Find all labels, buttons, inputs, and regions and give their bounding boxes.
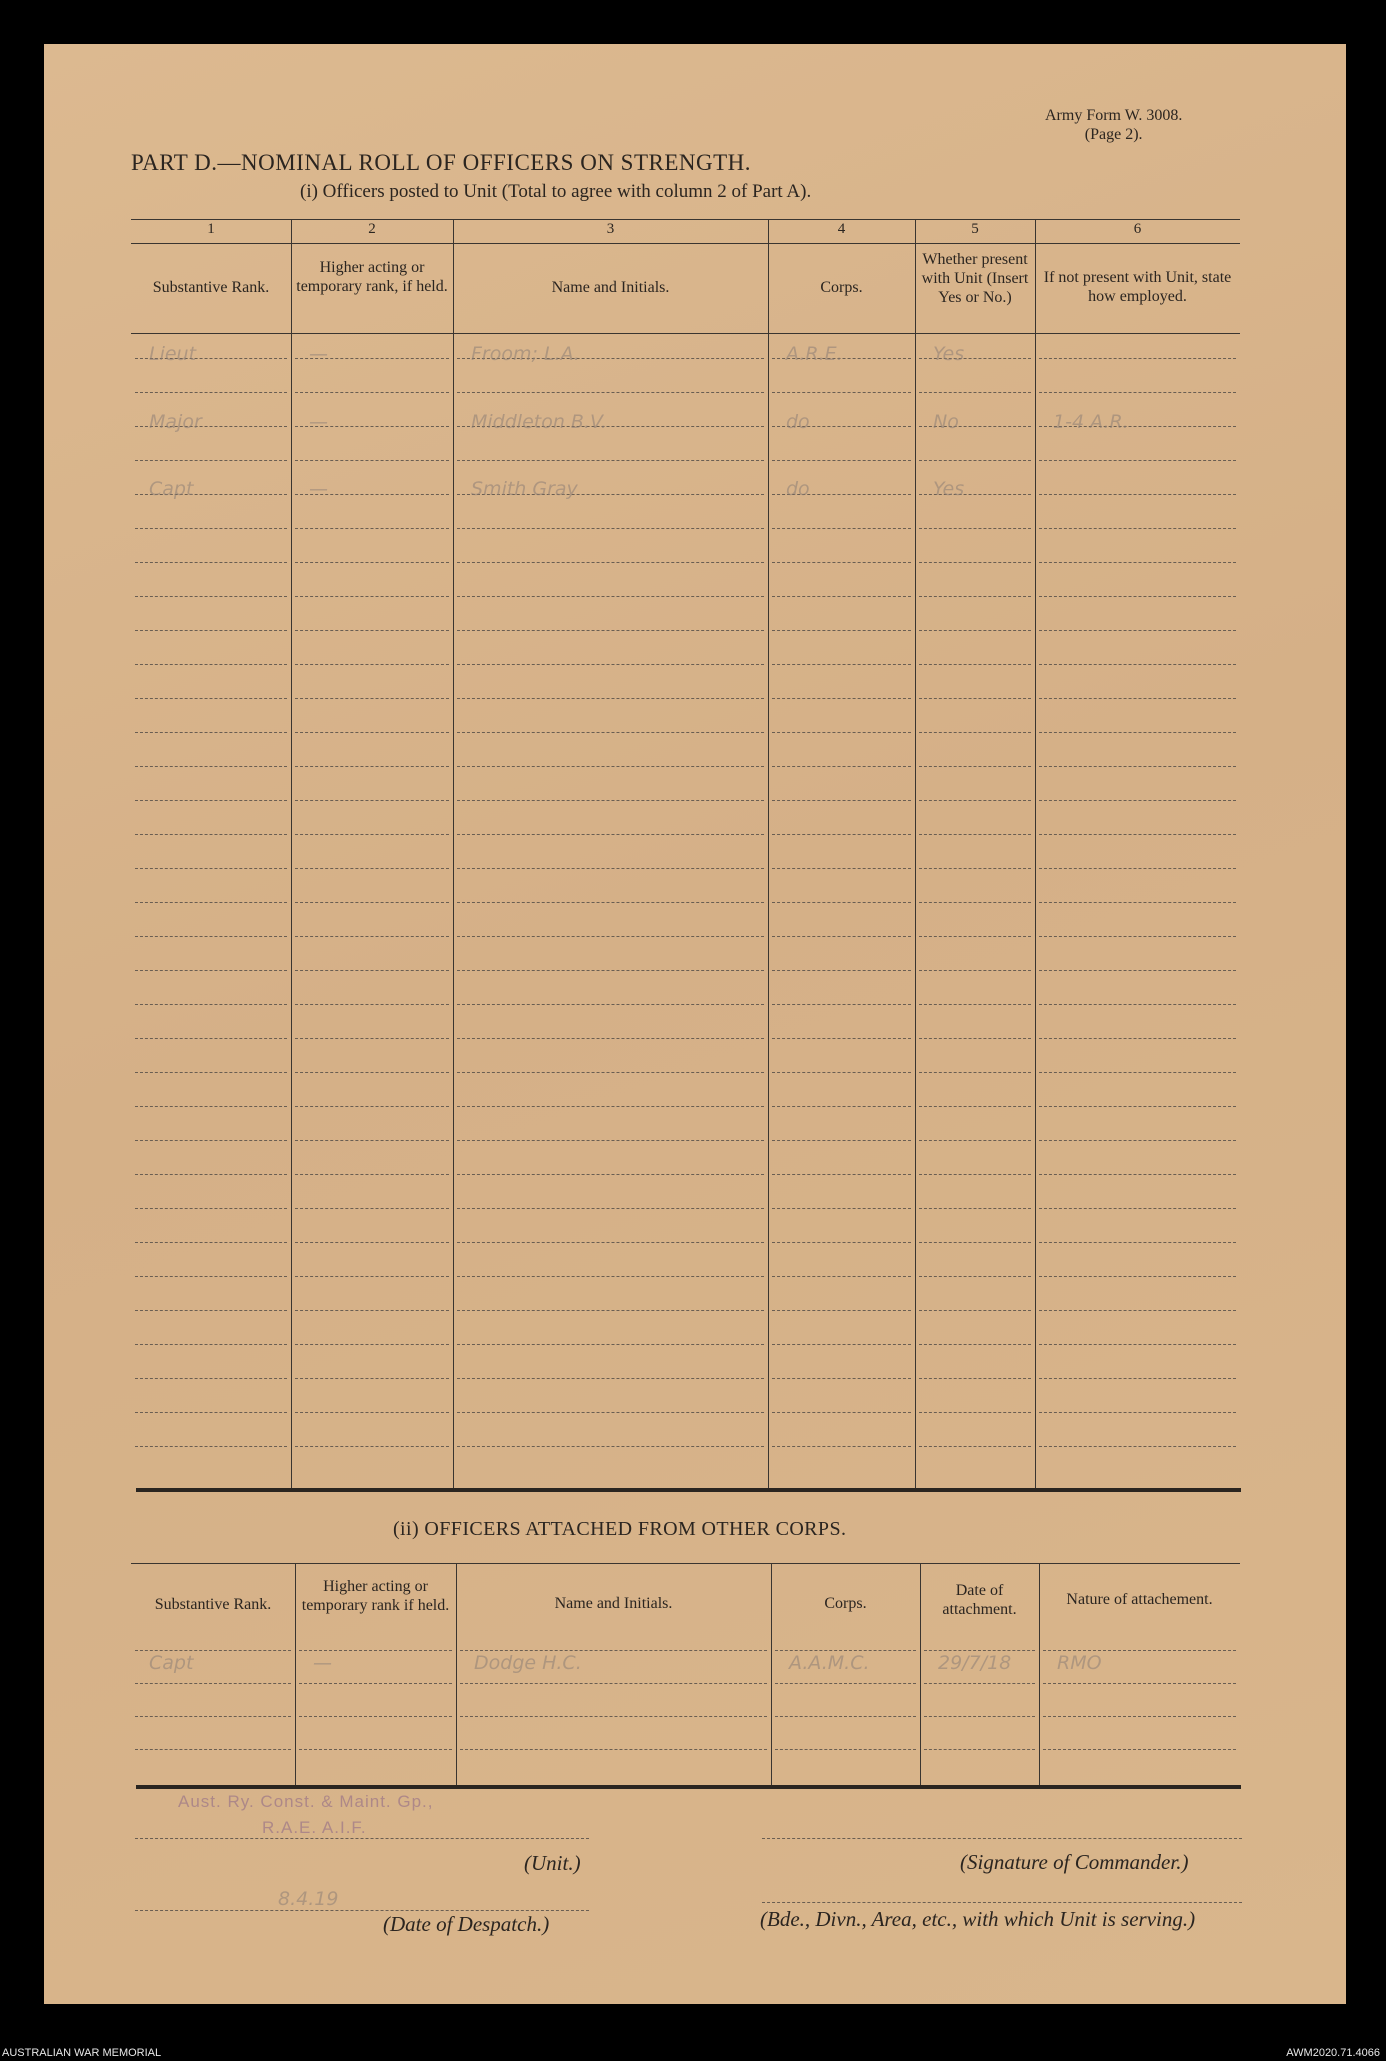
ruled-line [135, 1412, 287, 1413]
despatch-line [135, 1910, 589, 1911]
ruled-line [457, 800, 764, 801]
column-header: Substantive Rank. [154, 1596, 272, 1613]
pencil-entry: No [933, 411, 959, 433]
ruled-line [1039, 1276, 1236, 1277]
ruled-line [295, 732, 449, 733]
ruled-line [1039, 1072, 1236, 1073]
ruled-line [135, 528, 287, 529]
column-header: Substantive Rank. [152, 279, 270, 296]
pencil-entry: Smith Gray [471, 478, 578, 500]
unit-label: (Unit.) [524, 1851, 581, 1875]
ruled-line [460, 1650, 767, 1651]
ruled-line [772, 630, 911, 631]
ruled-line [135, 460, 287, 461]
ruled-line [1039, 1242, 1236, 1243]
despatch-label: (Date of Despatch.) [383, 1912, 550, 1936]
ruled-line [772, 1038, 911, 1039]
ruled-line [1039, 460, 1236, 461]
column-header: Nature of attachement. [1066, 1591, 1213, 1608]
ruled-line [135, 1683, 291, 1684]
ruled-line [919, 596, 1031, 597]
signature-line [762, 1838, 1242, 1839]
ruled-line [1039, 1140, 1236, 1141]
archive-catalogue: AWM2020.71.4066 [1286, 2047, 1380, 2059]
ruled-line [457, 1004, 764, 1005]
column-divider [915, 219, 916, 1488]
ruled-line [457, 392, 764, 393]
ruled-line [295, 868, 449, 869]
ruled-line [919, 902, 1031, 903]
column-divider [768, 219, 769, 1488]
ruled-line [1043, 1650, 1236, 1651]
ruled-line [772, 562, 911, 563]
pencil-entry: Yes [933, 478, 965, 500]
ruled-line [135, 936, 287, 937]
ruled-line [457, 1174, 764, 1175]
column-number: 1 [207, 221, 215, 237]
ruled-line [772, 698, 911, 699]
ruled-line [772, 800, 911, 801]
ruled-line [1039, 630, 1236, 631]
ruled-line [919, 834, 1031, 835]
ruled-line [295, 1242, 449, 1243]
ruled-line [457, 528, 764, 529]
ruled-line [457, 1412, 764, 1413]
ruled-line [919, 630, 1031, 631]
ruled-line [919, 1004, 1031, 1005]
ruled-line [772, 732, 911, 733]
ruled-line [772, 596, 911, 597]
column-header: If not present with Unit, state how employed. [1043, 269, 1232, 305]
ruled-line [135, 664, 287, 665]
ruled-line [295, 766, 449, 767]
ruled-line [1043, 1716, 1236, 1717]
ruled-line [135, 1004, 287, 1005]
ruled-line [772, 868, 911, 869]
ruled-line [1039, 596, 1236, 597]
ruled-line [135, 1140, 287, 1141]
column-header: Corps. [820, 279, 863, 296]
ruled-line [457, 1378, 764, 1379]
ruled-line [295, 562, 449, 563]
column-divider [1035, 219, 1036, 1488]
ruled-line [924, 1650, 1035, 1651]
ruled-line [135, 800, 287, 801]
ruled-line [919, 936, 1031, 937]
ruled-line [772, 766, 911, 767]
ruled-line [1039, 392, 1236, 393]
ruled-line [295, 1072, 449, 1073]
ruled-line [295, 1004, 449, 1005]
ruled-line [295, 1208, 449, 1209]
pencil-entry: Capt [149, 1652, 194, 1674]
ruled-line [295, 1310, 449, 1311]
pencil-entry: 1-4 A.R. [1053, 411, 1129, 433]
ruled-line [1039, 868, 1236, 869]
ruled-line [457, 1140, 764, 1141]
pencil-entry: RMO [1057, 1652, 1102, 1674]
ruled-line [1039, 834, 1236, 835]
ruled-line [1039, 562, 1236, 563]
form-sheet [44, 44, 1346, 2004]
ruled-line [295, 1378, 449, 1379]
ruled-line [135, 1446, 287, 1447]
ruled-line [919, 1208, 1031, 1209]
form-reference [1045, 106, 1182, 144]
pencil-entry: — [313, 1652, 332, 1674]
ruled-line [295, 1174, 449, 1175]
pencil-entry: 29/7/18 [938, 1652, 1012, 1674]
ruled-line [295, 902, 449, 903]
ruled-line [919, 1276, 1031, 1277]
pencil-entry: Middleton B.V. [471, 411, 607, 433]
ruled-line [919, 868, 1031, 869]
ruled-line [457, 970, 764, 971]
column-divider [920, 1563, 921, 1785]
unit-line [135, 1838, 589, 1839]
ruled-line [924, 1749, 1035, 1750]
pencil-entry: Major [149, 411, 202, 433]
ruled-line [135, 1310, 287, 1311]
ruled-line [457, 834, 764, 835]
ruled-line [919, 698, 1031, 699]
ruled-line [1039, 1106, 1236, 1107]
ruled-line [299, 1683, 452, 1684]
pencil-entry: Lieut [149, 343, 197, 365]
form-page: (Page 2). [1084, 126, 1143, 143]
ruled-line [919, 1106, 1031, 1107]
ruled-line [1039, 732, 1236, 733]
ruled-line [135, 1344, 287, 1345]
ruled-line [1043, 1683, 1236, 1684]
ruled-line [772, 392, 911, 393]
ruled-line [772, 1344, 911, 1345]
ruled-line [919, 1446, 1031, 1447]
ruled-line [135, 1378, 287, 1379]
ruled-line [1039, 358, 1236, 359]
ruled-line [299, 1716, 452, 1717]
column-header: Whether present with Unit (Insert Yes or No.) [921, 251, 1029, 306]
ruled-line [457, 1106, 764, 1107]
ruled-line [772, 1072, 911, 1073]
ruled-line [919, 392, 1031, 393]
column-header: Higher acting or temporary rank if held. [301, 1578, 450, 1614]
ruled-line [772, 460, 911, 461]
ruled-line [772, 1242, 911, 1243]
ruled-line [772, 1140, 911, 1141]
ruled-line [135, 1716, 291, 1717]
archive-institution: AUSTRALIAN WAR MEMORIAL [2, 2047, 162, 2059]
ruled-line [135, 970, 287, 971]
ruled-line [299, 1749, 452, 1750]
ruled-line [919, 1242, 1031, 1243]
ruled-line [457, 868, 764, 869]
pencil-entry: — [309, 478, 328, 500]
table-bottom-rule [136, 1488, 1241, 1492]
ruled-line [135, 596, 287, 597]
ruled-line [1039, 1378, 1236, 1379]
ruled-line [295, 936, 449, 937]
table-top-rule [131, 219, 1240, 220]
ruled-line [295, 392, 449, 393]
part-d-subtitle: (i) Officers posted to Unit (Total to agree with column 2 of Part A). [300, 181, 812, 202]
ruled-line [135, 1650, 291, 1651]
ruled-line [135, 1038, 287, 1039]
ruled-line [772, 1106, 911, 1107]
ruled-line [1039, 664, 1236, 665]
ruled-line [457, 766, 764, 767]
ruled-line [135, 834, 287, 835]
ruled-line [295, 1038, 449, 1039]
ruled-line [772, 970, 911, 971]
ruled-line [919, 460, 1031, 461]
ruled-line [919, 1174, 1031, 1175]
column-number: 4 [837, 221, 846, 237]
ruled-line [295, 528, 449, 529]
column-number: 5 [971, 221, 979, 237]
part-ii-title: (ii) OFFICERS ATTACHED FROM OTHER CORPS. [393, 1518, 847, 1540]
ruled-line [135, 1242, 287, 1243]
ruled-line [457, 630, 764, 631]
column-divider [291, 219, 292, 1488]
ruled-line [1039, 494, 1236, 495]
column-divider [456, 1563, 457, 1785]
ruled-line [457, 732, 764, 733]
header-bottom-rule [131, 333, 1240, 334]
ruled-line [1039, 698, 1236, 699]
pencil-entry: — [309, 343, 328, 365]
ruled-line [135, 1749, 291, 1750]
ruled-line [775, 1650, 916, 1651]
ruled-line [295, 800, 449, 801]
ruled-line [1039, 1174, 1236, 1175]
ruled-line [457, 664, 764, 665]
ruled-line [135, 1208, 287, 1209]
ruled-line [457, 1072, 764, 1073]
ruled-line [460, 1749, 767, 1750]
ruled-line [460, 1716, 767, 1717]
column-number-rule [131, 243, 1240, 244]
ruled-line [135, 1174, 287, 1175]
ruled-line [135, 1276, 287, 1277]
ruled-line [772, 834, 911, 835]
ruled-line [772, 902, 911, 903]
despatch-value: 8.4.19 [278, 1888, 339, 1910]
ruled-line [772, 664, 911, 665]
ruled-line [295, 1276, 449, 1277]
ruled-line [772, 936, 911, 937]
column-header: Name and Initials. [551, 279, 670, 296]
serving-line [762, 1902, 1242, 1903]
ruled-line [1039, 1004, 1236, 1005]
ruled-line [135, 1072, 287, 1073]
unit-stamp-line2: R.A.E. A.I.F. [262, 1818, 367, 1837]
ruled-line [1039, 1344, 1236, 1345]
ruled-line [919, 1378, 1031, 1379]
ruled-line [1039, 1208, 1236, 1209]
pencil-entry: Capt [149, 478, 194, 500]
pencil-entry: Dodge H.C. [474, 1652, 582, 1674]
ruled-line [1039, 800, 1236, 801]
column-divider [1039, 1563, 1040, 1785]
ruled-line [775, 1749, 916, 1750]
ruled-line [1039, 902, 1236, 903]
column-number: 2 [368, 221, 376, 237]
ruled-line [924, 1683, 1035, 1684]
ruled-line [1039, 1038, 1236, 1039]
ruled-line [457, 1242, 764, 1243]
ruled-line [457, 562, 764, 563]
column-header: Higher acting or temporary rank, if held. [296, 259, 448, 295]
ruled-line [919, 800, 1031, 801]
column-number: 6 [1133, 221, 1142, 237]
part-d-title: PART D.—NOMINAL ROLL OF OFFICERS ON STRENGTH. [131, 150, 752, 175]
ruled-line [919, 1412, 1031, 1413]
ruled-line [1043, 1749, 1236, 1750]
ruled-line [457, 1310, 764, 1311]
column-header: Date of attachment. [942, 1582, 1017, 1618]
unit-stamp-line1: Aust. Ry. Const. & Maint. Gp., [178, 1792, 434, 1811]
ruled-line [295, 596, 449, 597]
ruled-line [135, 562, 287, 563]
ruled-line [295, 1344, 449, 1345]
ruled-line [772, 1276, 911, 1277]
ruled-line [135, 868, 287, 869]
ruled-line [924, 1716, 1035, 1717]
ruled-line [1039, 528, 1236, 529]
ruled-line [772, 1004, 911, 1005]
ruled-line [772, 1208, 911, 1209]
pencil-entry: — [309, 411, 328, 433]
ruled-line [919, 1310, 1031, 1311]
ruled-line [299, 1650, 452, 1651]
ruled-line [457, 698, 764, 699]
ruled-line [772, 1446, 911, 1447]
ruled-line [457, 1344, 764, 1345]
ruled-line [295, 630, 449, 631]
ruled-line [295, 834, 449, 835]
ruled-line [457, 902, 764, 903]
ruled-line [1039, 1446, 1236, 1447]
ruled-line [457, 1446, 764, 1447]
ruled-line [919, 1140, 1031, 1141]
ruled-line [295, 698, 449, 699]
ruled-line [1039, 936, 1236, 937]
serving-label: (Bde., Divn., Area, etc., with which Unit is serving.) [760, 1907, 1196, 1931]
ruled-line [772, 1378, 911, 1379]
ruled-line [457, 1276, 764, 1277]
ruled-line [1039, 766, 1236, 767]
pencil-entry: do [786, 411, 810, 433]
ruled-line [919, 562, 1031, 563]
ruled-line [919, 664, 1031, 665]
ruled-line [457, 936, 764, 937]
ruled-line [1039, 1310, 1236, 1311]
ruled-line [295, 1140, 449, 1141]
ruled-line [295, 1446, 449, 1447]
ruled-line [295, 460, 449, 461]
column-header: Corps. [824, 1595, 867, 1612]
pencil-entry: A.A.M.C. [789, 1652, 870, 1674]
ruled-line [295, 1412, 449, 1413]
ruled-line [919, 766, 1031, 767]
ruled-line [1039, 1412, 1236, 1413]
column-divider [771, 1563, 772, 1785]
ruled-line [295, 970, 449, 971]
ruled-line [775, 1683, 916, 1684]
ruled-line [135, 630, 287, 631]
ruled-line [135, 766, 287, 767]
column-divider [453, 219, 454, 1488]
ruled-line [919, 732, 1031, 733]
ruled-line [919, 1038, 1031, 1039]
ruled-line [775, 1716, 916, 1717]
pencil-entry: Yes [933, 343, 965, 365]
form-number: Army Form W. 3008. [1045, 107, 1183, 124]
ruled-line [460, 1683, 767, 1684]
column-divider [295, 1563, 296, 1785]
ruled-line [457, 1208, 764, 1209]
ruled-line [295, 664, 449, 665]
ruled-line [772, 1412, 911, 1413]
ruled-line [295, 1106, 449, 1107]
table-ii-top-rule [131, 1563, 1240, 1564]
ruled-line [457, 1038, 764, 1039]
ruled-line [135, 698, 287, 699]
table-ii-bottom-rule [136, 1785, 1241, 1789]
pencil-entry: do [786, 478, 810, 500]
ruled-line [772, 1310, 911, 1311]
column-header: Name and Initials. [554, 1595, 673, 1612]
ruled-line [457, 460, 764, 461]
ruled-line [135, 732, 287, 733]
ruled-line [919, 1344, 1031, 1345]
commander-label: (Signature of Commander.) [960, 1850, 1189, 1874]
ruled-line [135, 1106, 287, 1107]
ruled-line [1039, 970, 1236, 971]
ruled-line [135, 902, 287, 903]
pencil-entry: Froom; L.A. [471, 343, 580, 365]
ruled-line [457, 596, 764, 597]
pencil-entry: A.R.E. [786, 343, 843, 365]
ruled-line [135, 392, 287, 393]
ruled-line [919, 528, 1031, 529]
ruled-line [772, 528, 911, 529]
ruled-line [919, 1072, 1031, 1073]
ruled-line [919, 970, 1031, 971]
column-number: 3 [606, 221, 615, 237]
ruled-line [772, 1174, 911, 1175]
